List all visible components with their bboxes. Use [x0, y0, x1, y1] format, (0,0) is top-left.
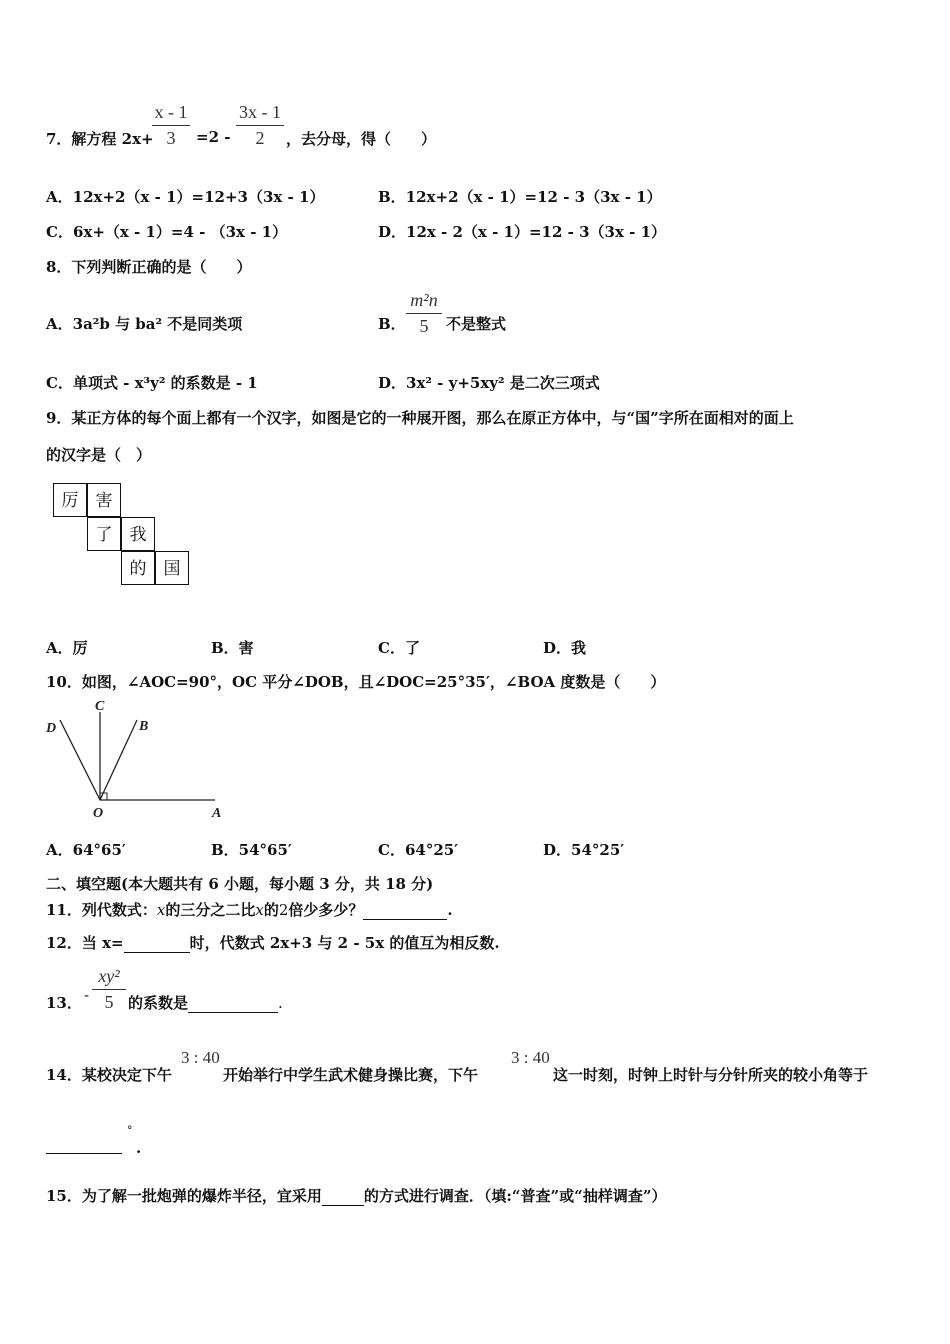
q13-answer-blank[interactable]	[188, 998, 278, 1013]
q9-stem-line-1: 9．某正方体的每个面上都有一个汉字，如图是它的一种展开图，那么在原正方体中，与“国”字所在面相对的面上	[46, 409, 794, 427]
q7-option-a[interactable]: A．12x+2（x - 1）=12+3（3x - 1）	[46, 188, 325, 206]
q7-fraction-1	[152, 102, 190, 149]
q8-b-denominator: 5	[419, 316, 429, 336]
q12-part-2: 时，代数式 2x+3 与 2 - 5x 的值互为相反数.	[189, 934, 500, 952]
q14-part-3: 这一时刻，时钟上时针与分针所夹的较小角等于	[553, 1066, 869, 1084]
q8-option-a[interactable]: A．3a²b 与 ba² 不是同类项	[46, 315, 243, 333]
q12-part-1: 12．当 x=	[46, 934, 124, 952]
label-a: A	[212, 806, 222, 821]
q7-frac2-numerator: 3x - 1	[239, 102, 281, 122]
fraction-bar	[92, 989, 126, 990]
q14-degree: °	[127, 1124, 133, 1137]
q8-stem: 8．下列判断正确的是（ ）	[46, 258, 252, 276]
q13-minus: -	[84, 986, 90, 1004]
q8-option-b-text: 不是整式	[446, 315, 507, 333]
angle-diagram	[40, 698, 230, 823]
q11-part-1: 11．列代数式：	[46, 901, 157, 919]
q7-fraction-2	[236, 102, 284, 149]
q11-number-2: 2	[278, 901, 289, 919]
fraction-bar	[152, 125, 190, 126]
q10-option-a[interactable]: A．64°65′	[46, 841, 126, 859]
q13-label: 13．	[46, 994, 82, 1012]
q14-time-2: 3 : 40	[511, 1048, 550, 1067]
q9-stem-line-2: 的汉字是（ ）	[46, 446, 152, 464]
q11-var-x-2: x	[255, 901, 264, 919]
q7-stem	[46, 128, 154, 149]
net-cell-wo: 我	[121, 517, 155, 551]
q7-mid: =2 -	[196, 128, 231, 146]
q14-answer-line	[46, 1136, 122, 1154]
q13-fraction	[92, 966, 126, 1013]
q11	[46, 899, 453, 920]
q7-frac1-denominator: 3	[166, 128, 176, 148]
q14-time-1: 3 : 40	[181, 1048, 220, 1067]
label-d: D	[46, 721, 57, 736]
q14-part-2: 开始举行中学生武术健身操比赛，下午	[223, 1066, 479, 1084]
q7-prefix: 7．解方程 2x+	[46, 130, 154, 148]
q8-b-numerator: m²n	[410, 290, 438, 310]
q13-denominator: 5	[104, 992, 114, 1012]
q15	[46, 1185, 666, 1206]
q9-option-a[interactable]: A．厉	[46, 639, 88, 657]
label-o: O	[93, 806, 104, 821]
net-cell-li: 厉	[53, 483, 87, 517]
q7-frac2-denominator: 2	[255, 128, 265, 148]
q8-option-b-fraction	[406, 290, 442, 337]
q12-answer-blank[interactable]	[124, 938, 190, 953]
q7-option-b[interactable]: B．12x+2（x - 1）=12 - 3（3x - 1）	[378, 188, 662, 206]
q7-option-c[interactable]: C．6x+（x - 1）=4 - （3x - 1）	[46, 223, 288, 241]
ray-od	[60, 720, 100, 800]
q13-text	[128, 992, 283, 1013]
q15-part-2: 的方式进行调查．（填:“普查”或“抽样调查”）	[363, 1187, 667, 1205]
q14-end: .	[136, 1139, 142, 1157]
q11-var-x-1: x	[156, 901, 166, 919]
q10-option-d[interactable]: D．54°25′	[543, 841, 625, 859]
q14-answer-blank[interactable]	[46, 1139, 122, 1154]
q8-option-b-label[interactable]: B．	[378, 315, 406, 333]
q13-end: .	[278, 994, 283, 1012]
q9-option-d[interactable]: D．我	[543, 639, 587, 657]
q9-option-c[interactable]: C．了	[378, 639, 420, 657]
q7-frac1-numerator: x - 1	[154, 102, 188, 122]
section-2-heading: 二、填空题(本大题共有 6 小题，每小题 3 分，共 18 分)	[46, 875, 434, 893]
ray-ob	[100, 720, 137, 800]
q11-part-4: 倍少多少？	[288, 901, 364, 919]
net-cell-guo: 国	[155, 551, 189, 585]
q12	[46, 932, 500, 953]
q11-answer-blank[interactable]	[363, 905, 447, 920]
q10-option-b[interactable]: B．54°65′	[211, 841, 292, 859]
q14-part-1: 14．某校决定下午	[46, 1066, 172, 1084]
label-b: B	[139, 719, 149, 734]
q11-part-2: 的三分之二比	[165, 901, 256, 919]
fraction-bar	[236, 125, 284, 126]
q13-text-body: 的系数是	[128, 994, 189, 1012]
q10-option-c[interactable]: C．64°25′	[378, 841, 459, 859]
net-cell-le: 了	[87, 517, 121, 551]
q15-answer-blank[interactable]	[322, 1191, 364, 1206]
net-cell-hai: 害	[87, 483, 121, 517]
q13-numerator: xy²	[98, 966, 120, 986]
q11-part-3: 的	[263, 901, 279, 919]
q8-option-d[interactable]: D．3x² - y+5xy² 是二次三项式	[378, 374, 600, 392]
fraction-bar	[406, 313, 442, 314]
q8-option-c[interactable]: C．单项式 - x³y² 的系数是 - 1	[46, 374, 258, 392]
q10-stem: 10．如图，∠AOC=90°，OC 平分∠DOB，且∠DOC=25°35′，∠BOA 度数是（ ）	[46, 673, 666, 691]
net-cell-de: 的	[121, 551, 155, 585]
q9-option-b[interactable]: B．害	[211, 639, 254, 657]
label-c: C	[95, 699, 105, 714]
q15-part-1: 15．为了解一批炮弹的爆炸半径，宜采用	[46, 1187, 322, 1205]
q11-end: .	[447, 901, 453, 919]
q7-suffix: ，去分母，得（ ）	[286, 130, 437, 148]
q7-option-d[interactable]: D．12x - 2（x - 1）=12 - 3（3x - 1）	[378, 223, 667, 241]
